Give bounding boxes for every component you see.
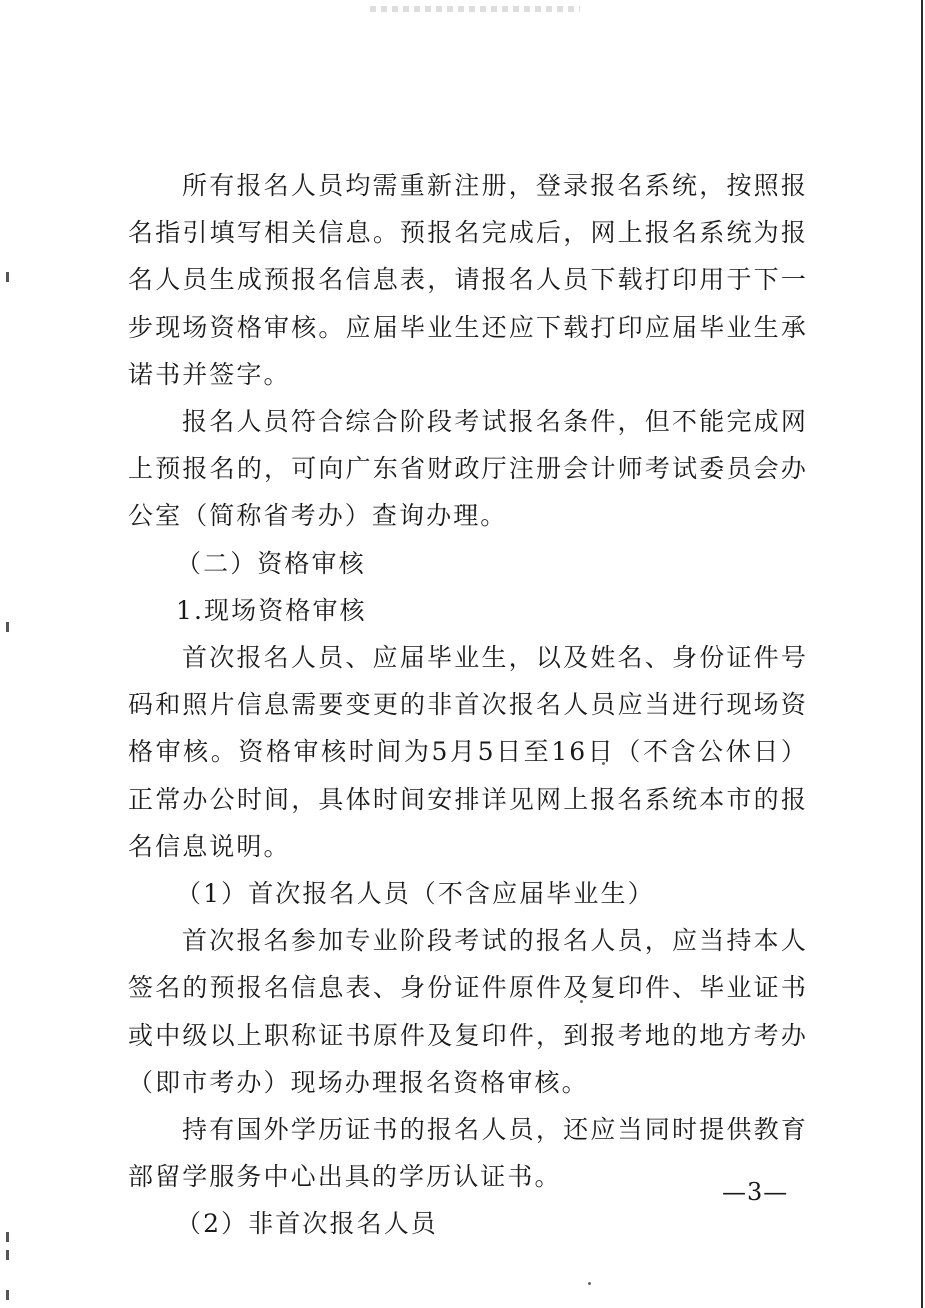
- page-number: —3—: [722, 1178, 789, 1206]
- paragraph: 报名人员符合综合阶段考试报名条件，但不能完成网上预报名的，可向广东省财政厅注册会计师考试委员会办公室（简称省考办）查询办理。: [128, 407, 808, 531]
- paragraph: 所有报名人员均需重新注册，登录报名系统，按照报名指引填写相关信息。预报名完成后，网上报名系统为报名人员生成预报名信息表，请报名人员下载打印用于下一步现场资格审核。应届毕业生还应下载打印应届毕业生承诺书并签字。: [128, 171, 808, 389]
- subsection-heading: 1.现场资格审核: [176, 595, 367, 625]
- scan-margin-mark: [6, 622, 9, 632]
- paragraph: 首次报名参加专业阶段考试的报名人员，应当持本人签名的预报名信息表、身份证件原件及复印件、毕业证书或中级以上职称证书原件及复印件，到报考地的地方考办（即市考办）现场办理报名资格审核。: [128, 926, 808, 1097]
- scan-artifact: [370, 6, 580, 12]
- scan-margin-mark: [6, 1232, 9, 1242]
- item-heading: （1）首次报名人员（不含应届毕业生）: [176, 879, 655, 909]
- item-heading: （2）非首次报名人员: [176, 1209, 438, 1239]
- scan-margin-mark: [6, 1290, 9, 1300]
- section-heading: （二）资格审核: [176, 548, 366, 578]
- scan-speck: [588, 1282, 591, 1285]
- scan-margin-mark: [6, 1250, 9, 1260]
- scan-edge-line: [921, 0, 923, 1308]
- paragraph: 持有国外学历证书的报名人员，还应当同时提供教育部留学服务中心出具的学历认证书。: [128, 1115, 808, 1192]
- paragraph: 首次报名人员、应届毕业生，以及姓名、身份证件号码和照片信息需要变更的非首次报名人员应当进行现场资格审核。资格审核时间为5月5日至16日（不含公休日）正常办公时间，具体时间安排详见网上报名系统本市的报名信息说明。: [128, 643, 808, 861]
- scan-margin-mark: [6, 272, 9, 282]
- document-body: [128, 162, 808, 1248]
